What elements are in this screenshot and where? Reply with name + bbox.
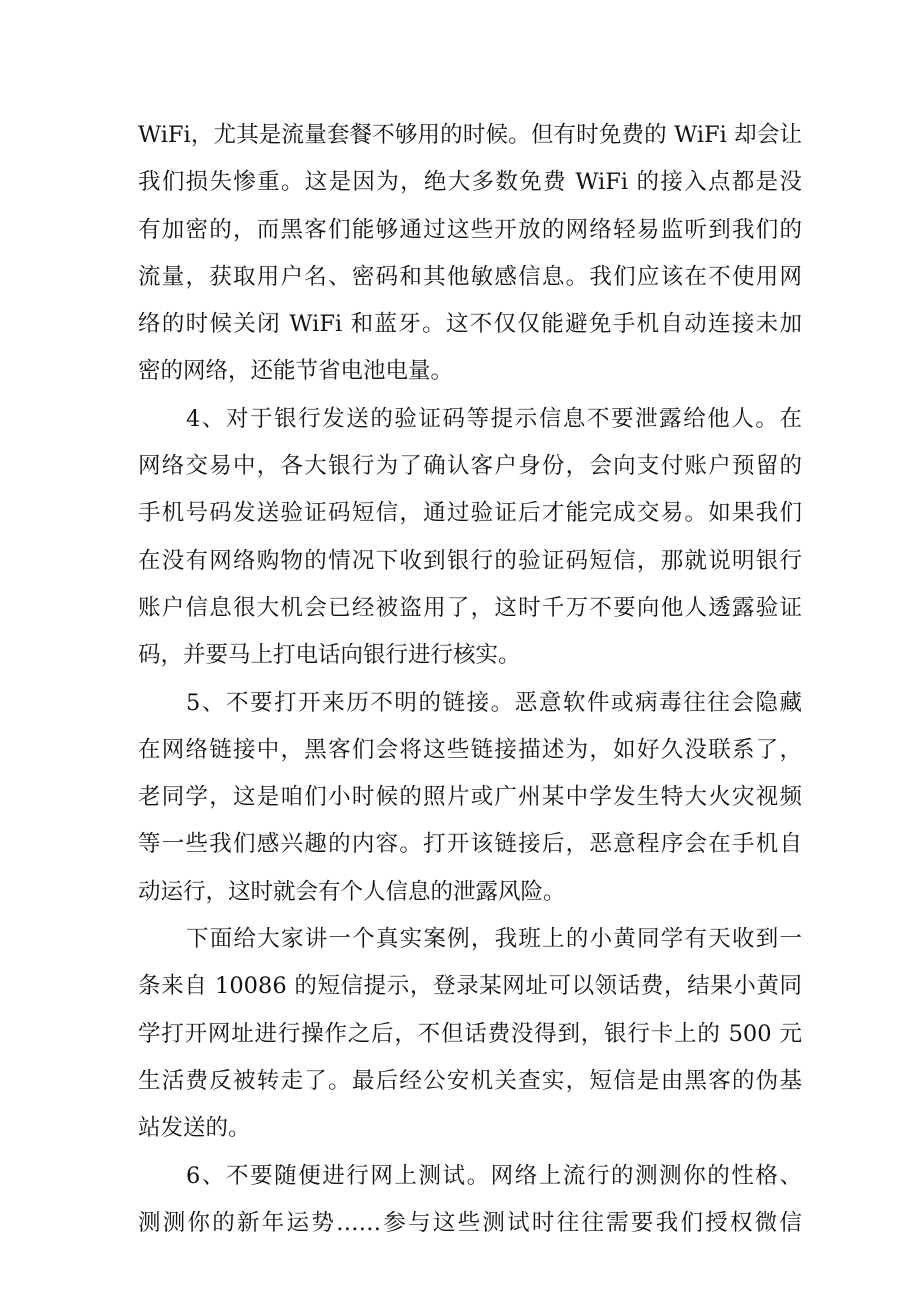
text-line: 账户信息很大机会已经被盗用了，这时千万不要向他人透露验证 bbox=[138, 594, 802, 621]
text-line: 我们损失惨重。这是因为，绝大多数免费 WiFi 的接入点都是没 bbox=[138, 169, 802, 196]
text-line: 等一些我们感兴趣的内容。打开该链接后，恶意程序会在手机自 bbox=[138, 831, 802, 858]
text-line: 络的时候关闭 WiFi 和蓝牙。这不仅仅能避免手机自动连接未加 bbox=[138, 311, 802, 338]
paragraph-item-6 bbox=[138, 1153, 802, 1248]
paragraph-item-5 bbox=[138, 680, 802, 916]
text-line: 动运行，这时就会有个人信息的泄露风险。 bbox=[138, 878, 566, 905]
text-line: 4、对于银行发送的验证码等提示信息不要泄露给他人。在 bbox=[186, 405, 802, 432]
text-line: 生活费反被转走了。最后经公安机关查实，短信是由黑客的伪基 bbox=[138, 1067, 802, 1094]
paragraph-wifi bbox=[138, 112, 802, 396]
text-line: 在没有网络购物的情况下收到银行的验证码短信，那就说明银行 bbox=[138, 547, 802, 574]
text-line: 条来自 10086 的短信提示，登录某网址可以领话费，结果小黄同 bbox=[138, 973, 802, 1000]
paragraph-case-study bbox=[138, 916, 802, 1152]
text-line: 下面给大家讲一个真实案例，我班上的小黄同学有天收到一 bbox=[186, 926, 802, 953]
text-line: 网络交易中，各大银行为了确认客户身份，会向支付账户预留的 bbox=[138, 453, 802, 480]
text-line: 在网络链接中，黑客们会将这些链接描述为，如好久没联系了， bbox=[138, 736, 802, 763]
paragraph-item-4 bbox=[138, 396, 802, 680]
text-line: 密的网络，还能节省电池电量。 bbox=[138, 358, 454, 385]
text-line: WiFi，尤其是流量套餐不够用的时候。但有时免费的 WiFi 却会让 bbox=[138, 122, 802, 148]
text-line: 测测你的新年运势……参与这些测试时往往需要我们授权微信 bbox=[138, 1209, 802, 1236]
text-line: 码，并要马上打电话向银行进行核实。 bbox=[138, 642, 521, 669]
text-line: 6、不要随便进行网上测试。网络上流行的测测你的性格、 bbox=[186, 1162, 802, 1189]
text-line: 流量，获取用户名、密码和其他敏感信息。我们应该在不使用网 bbox=[138, 263, 802, 290]
text-line: 老同学，这是咱们小时候的照片或广州某中学发生特大火灾视频 bbox=[138, 784, 802, 811]
document-body bbox=[138, 112, 802, 1247]
text-line: 有加密的，而黑客们能够通过这些开放的网络轻易监听到我们的 bbox=[138, 216, 802, 243]
text-line: 手机号码发送验证码短信，通过验证后才能完成交易。如果我们 bbox=[138, 500, 802, 527]
text-line: 5、不要打开来历不明的链接。恶意软件或病毒往往会隐藏 bbox=[186, 689, 802, 716]
text-line: 学打开网址进行操作之后，不但话费没得到，银行卡上的 500 元 bbox=[138, 1020, 802, 1047]
text-line: 站发送的。 bbox=[138, 1115, 251, 1142]
